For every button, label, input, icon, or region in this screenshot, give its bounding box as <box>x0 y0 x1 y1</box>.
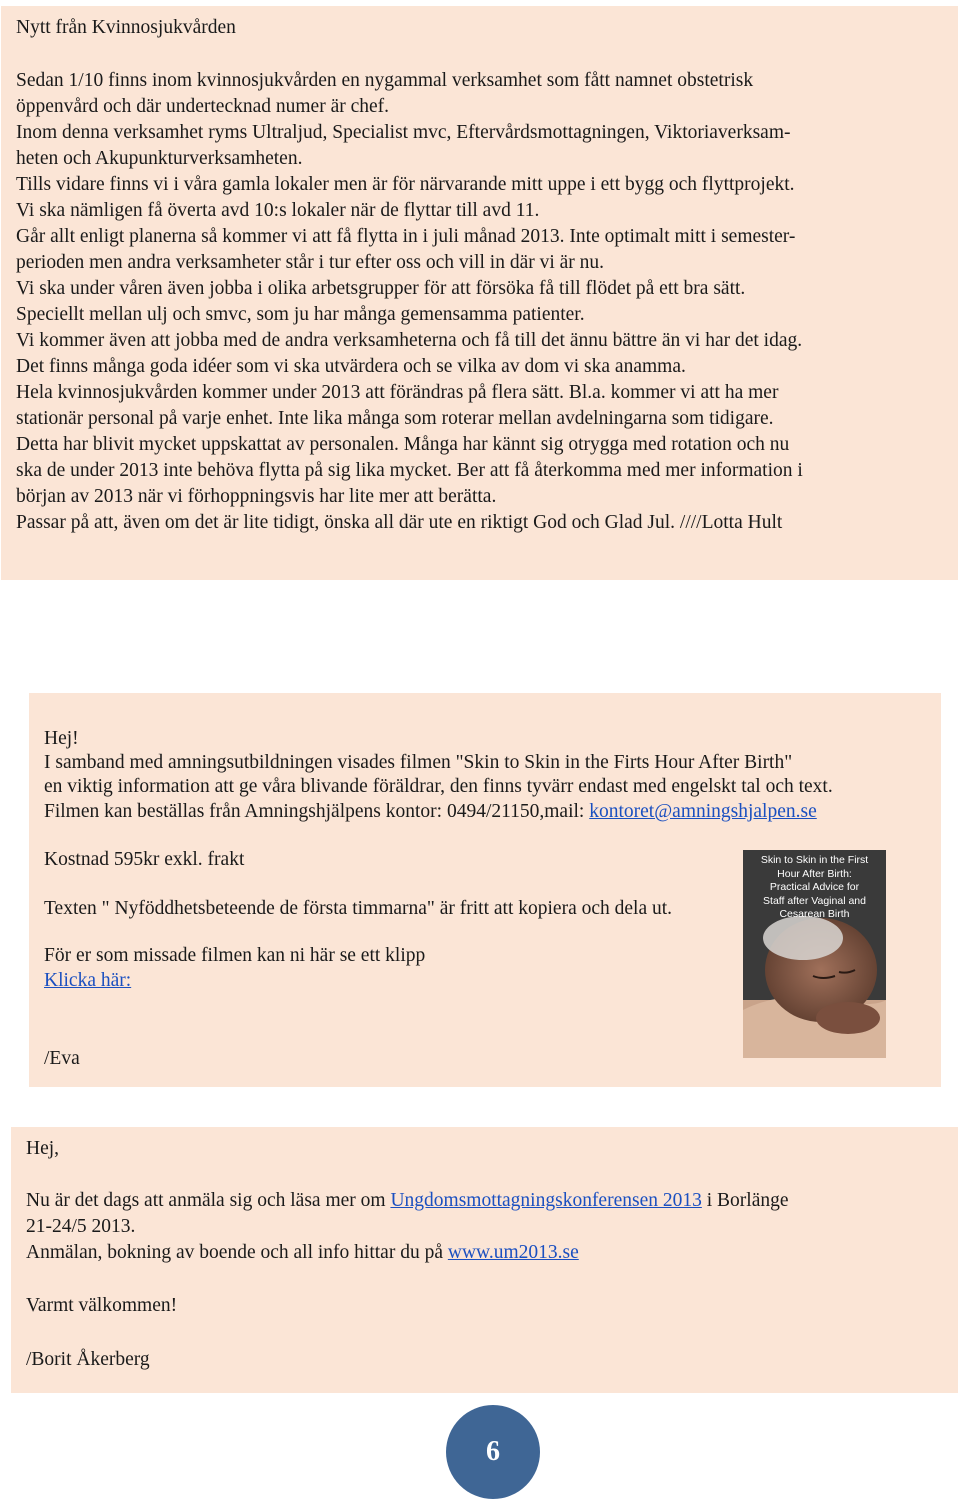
signature: /Borit Åkerberg <box>26 1349 150 1370</box>
conference-info-line <box>26 1188 789 1214</box>
order-info-line <box>44 799 817 825</box>
signature: /Eva <box>44 1048 80 1069</box>
order-info-text: Filmen kan beställas från Amningshjälpens kontor: 0494/21150,mail: <box>44 801 590 822</box>
registration-text: Anmälan, bokning av boende och all info hittar du på <box>26 1242 448 1263</box>
missed-film-text: För er som missade filmen kan ni här se ett klipp <box>44 945 426 966</box>
film-info-line: I samband med amningsutbildningen visades filmen "Skin to Skin in the Firts Hour After Birth" <box>44 752 793 773</box>
click-here-link[interactable]: Klicka här: <box>44 970 132 991</box>
body-line: perioden men andra verksamheter står i tur efter oss och vill in där vi är nu. <box>16 252 605 273</box>
website-link[interactable]: www.um2013.se <box>447 1242 579 1263</box>
body-line: ska de under 2013 inte behöva flytta på sig lika mycket. Ber att få återkomma med mer information i <box>16 460 803 481</box>
body-line: Passar på att, även om det är lite tidigt, önska all där ute en riktigt God och Glad Jul. ////Lotta Hult <box>16 512 783 533</box>
body-line: Det finns många goda idéer som vi ska utvärdera och se vilka av dom vi ska anamma. <box>16 356 686 377</box>
body-line: Inom denna verksamhet ryms Ultraljud, Specialist mvc, Eftervårdsmottagningen, Viktoriaverksam- <box>16 122 791 143</box>
body-line: Tills vidare finns vi i våra gamla lokaler men är för närvarande mitt uppe i ett bygg och flyttprojekt. <box>16 174 795 195</box>
body-line: Detta har blivit mycket uppskattat av personalen. Många har kännt sig otrygga med rotation och nu <box>16 434 790 455</box>
body-line: Vi ska under våren även jobba i olika arbetsgrupper för att försöka få till flödet på ett bra sätt. <box>16 278 746 299</box>
body-line: Sedan 1/10 finns inom kvinnosjukvården en nygammal verksamhet som fått namnet obstetrisk <box>16 70 754 91</box>
greeting: Hej, <box>26 1138 60 1159</box>
page-number: 6 <box>486 1436 500 1467</box>
text-note: Texten " Nyföddhetsbeteende de första timmarna" är fritt att kopiera och dela ut. <box>44 898 673 919</box>
body-line: stationär personal på varje enhet. Inte lika många som roterar mellan avdelningarna som tidigare. <box>16 408 774 429</box>
body-line: Vi ska nämligen få överta avd 10:s lokaler när de flyttar till avd 11. <box>16 200 540 221</box>
book-cover-title <box>743 854 886 922</box>
welcome-text: Varmt välkommen! <box>26 1295 178 1316</box>
cover-title-line: Staff after Vaginal and <box>763 894 866 907</box>
book-cover-image <box>743 850 886 1058</box>
email-link[interactable]: kontoret@amningshjalpen.se <box>589 801 817 822</box>
conference-location: i Borlänge <box>701 1190 789 1211</box>
article-title: Nytt från Kvinnosjukvården <box>16 17 236 38</box>
conference-dates: 21-24/5 2013. <box>26 1216 136 1237</box>
film-info-line: en viktig information att ge våra blivande föräldrar, den finns tyvärr endast med engelskt tal och text. <box>44 776 833 797</box>
body-line: början av 2013 när vi förhoppningsvis har lite mer att berätta. <box>16 486 497 507</box>
greeting: Hej! <box>44 728 79 749</box>
cost-text: Kostnad 595kr exkl. frakt <box>44 849 245 870</box>
cover-title-line: Cesarean Birth <box>779 908 850 920</box>
body-line: Går allt enligt planerna så kommer vi att få flytta in i juli månad 2013. Inte optimalt mitt i semester- <box>16 226 796 247</box>
registration-info-line <box>26 1240 579 1266</box>
cover-title-line: Practical Advice for <box>769 881 860 893</box>
body-line: Vi kommer även att jobba med de andra verksamheterna och få till det ännu bättre än vi har det idag. <box>16 330 803 351</box>
body-line: heten och Akupunkturverksamheten. <box>16 148 303 169</box>
cover-title-line: Skin to Skin in the First <box>760 854 869 866</box>
click-here-link-wrapper[interactable] <box>44 968 131 994</box>
conference-text: Nu är det dags att anmäla sig och läsa mer om <box>26 1190 391 1211</box>
body-line: Hela kvinnosjukvården kommer under 2013 att förändras på flera sätt. Bl.a. kommer vi att ha mer <box>16 382 779 403</box>
body-line: Speciellt mellan ulj och smvc, som ju har många gemensamma patienter. <box>16 304 585 325</box>
conference-link[interactable]: Ungdomsmottagningskonferensen 2013 <box>390 1190 702 1211</box>
cover-title-line: Hour After Birth: <box>777 867 852 880</box>
body-line: öppenvård och där undertecknad numer är chef. <box>16 96 390 117</box>
